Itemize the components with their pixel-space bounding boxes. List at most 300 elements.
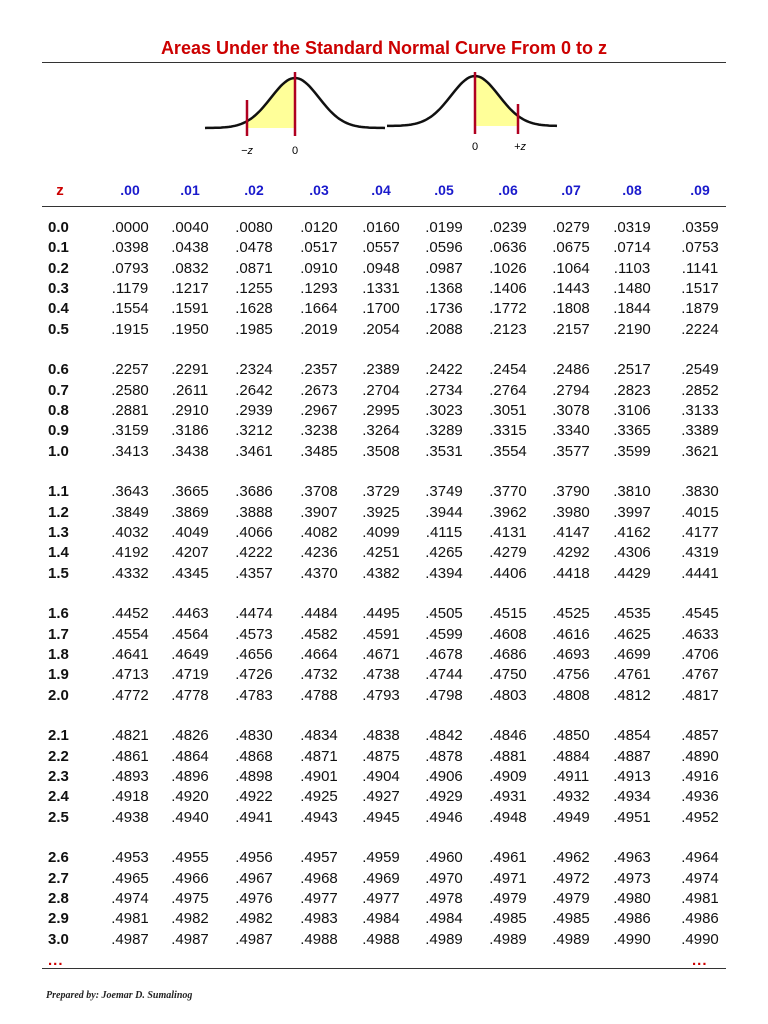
area-value: .4890 [681,747,719,765]
area-value: .4918 [111,788,149,806]
table-row [0,646,768,666]
column-header: .04 [371,182,391,198]
area-value: .4406 [489,564,527,582]
zero-right-label: 0 [471,141,479,153]
area-value: .3078 [552,401,590,419]
area-value: .3461 [235,442,273,460]
area-value: .3997 [613,503,651,521]
area-value: .4463 [171,605,209,623]
area-value: .1217 [171,279,209,297]
area-value: .1179 [111,279,149,297]
table-row [0,321,768,341]
area-value: .0080 [235,219,273,236]
table-row [0,809,768,829]
area-value: .4738 [362,666,400,684]
z-value: 2.7 [48,869,69,887]
area-value: .4931 [489,788,527,806]
area-value: .2995 [362,401,400,419]
area-value: .3186 [171,422,209,440]
area-value: .4868 [235,747,273,765]
area-value: .4955 [171,849,209,867]
area-value: .4932 [552,788,590,806]
area-value: .4564 [171,625,209,643]
area-value: .1368 [425,279,463,297]
table-row [0,402,768,422]
area-value: .4949 [552,808,590,826]
area-value: .4826 [171,727,209,745]
area-value: .1293 [300,279,338,297]
area-value: .4973 [613,869,651,887]
area-value: .4686 [489,645,527,663]
zero-left-label: 0 [291,145,299,157]
area-value: .4706 [681,645,719,663]
area-value: .4974 [111,889,149,907]
area-value: .0120 [300,219,338,236]
z-value: 2.8 [48,889,69,907]
area-value: .3365 [613,422,651,440]
z-value: 2.3 [48,767,69,785]
area-value: .4861 [111,747,149,765]
area-value: .4788 [300,686,338,704]
area-value: .4956 [235,849,273,867]
area-value: .4554 [111,625,149,643]
area-value: .4976 [235,889,273,907]
area-value: .0793 [111,259,149,277]
area-value: .3577 [552,442,590,460]
area-value: .4608 [489,625,527,643]
table-row [0,300,768,320]
area-value: .4965 [111,869,149,887]
area-value: .4911 [552,767,590,785]
area-value: .4099 [362,523,400,541]
z-value: 1.1 [48,483,69,501]
column-header: .05 [434,182,454,198]
area-value: .4934 [613,788,651,806]
area-value: .4981 [681,889,719,907]
area-value: .0517 [300,239,338,257]
area-value: .4951 [613,808,651,826]
area-value: .2157 [552,320,590,338]
area-value: .4984 [425,910,463,928]
z-value: 2.9 [48,910,69,928]
area-value: .4793 [362,686,400,704]
area-value: .4963 [613,849,651,867]
area-value: .2357 [300,361,338,379]
area-value: .2019 [300,320,338,338]
area-value: .4265 [425,544,463,562]
area-value: .3315 [489,422,527,440]
area-value: .3389 [681,422,719,440]
area-value: .4887 [613,747,651,765]
area-value: .2422 [425,361,463,379]
area-value: .4726 [235,666,273,684]
table-row [0,666,768,686]
area-value: .0636 [489,239,527,257]
table-row [0,239,768,259]
area-value: .4909 [489,767,527,785]
area-value: .0000 [111,219,149,236]
area-value: .2580 [111,381,149,399]
area-value: .4968 [300,869,338,887]
table-row [0,524,768,544]
area-value: .0199 [425,219,463,236]
area-value: .2673 [300,381,338,399]
area-value: .4936 [681,788,719,806]
area-value: .0753 [681,239,719,257]
area-value: .4959 [362,849,400,867]
area-value: .4961 [489,849,527,867]
area-value: .4783 [235,686,273,704]
table-row [0,788,768,808]
area-value: .1664 [300,300,338,318]
area-value: .3508 [362,442,400,460]
area-value: .4986 [613,910,651,928]
area-value: .4985 [552,910,590,928]
table-row [0,422,768,442]
area-value: .4744 [425,666,463,684]
area-value: .4535 [613,605,651,623]
area-value: .2764 [489,381,527,399]
z-value: 0.3 [48,279,69,297]
area-value: .4838 [362,727,400,745]
area-value: .4977 [300,889,338,907]
area-value: .4943 [300,808,338,826]
area-value: .4821 [111,727,149,745]
area-value: .4842 [425,727,463,745]
area-value: .4878 [425,747,463,765]
area-value: .4945 [362,808,400,826]
area-value: .1628 [235,300,273,318]
area-value: .1255 [235,279,273,297]
z-value: 0.8 [48,401,69,419]
area-value: .2704 [362,381,400,399]
area-value: .2454 [489,361,527,379]
area-value: .1879 [681,300,719,318]
area-value: .4429 [613,564,651,582]
area-value: .4904 [362,767,400,785]
area-value: .1517 [681,279,719,297]
area-value: .1808 [552,300,590,318]
area-value: .3729 [362,483,400,501]
area-value: .4633 [681,625,719,643]
z-value: 1.5 [48,564,69,582]
area-value: .4941 [235,808,273,826]
area-value: .0359 [681,219,719,236]
area-value: .3770 [489,483,527,501]
area-value: .4332 [111,564,149,582]
area-value: .1985 [235,320,273,338]
area-value: .4916 [681,767,719,785]
area-value: .1844 [613,300,651,318]
area-value: .0948 [362,259,400,277]
area-value: .3238 [300,422,338,440]
z-value: 2.1 [48,727,69,745]
area-value: .1950 [171,320,209,338]
area-value: .0398 [111,239,149,257]
area-value: .4854 [613,727,651,745]
area-value: .4981 [111,910,149,928]
area-value: .4986 [681,910,719,928]
area-value: .4115 [425,523,463,541]
area-value: .3686 [235,483,273,501]
left-curve-diagram [205,72,385,157]
area-value: .2517 [613,361,651,379]
normal-curve-illustrations [195,70,575,160]
area-value: .4656 [235,645,273,663]
area-value: .0319 [613,219,651,236]
area-value: .4984 [362,910,400,928]
area-value: .3665 [171,483,209,501]
area-value: .4893 [111,767,149,785]
area-value: .4616 [552,625,590,643]
credit-line: Prepared by: Joemar D. Sumalinog [46,990,193,1001]
z-value: 1.6 [48,605,69,623]
area-value: .1406 [489,279,527,297]
area-value: .4525 [552,605,590,623]
area-value: .4817 [681,686,719,704]
area-value: .4982 [171,910,209,928]
area-value: .4015 [681,503,719,521]
area-value: .4641 [111,645,149,663]
area-value: .4207 [171,544,209,562]
area-value: .4671 [362,645,400,663]
table-row [0,748,768,768]
z-value: 1.7 [48,625,69,643]
area-value: .2939 [235,401,273,419]
area-value: .0239 [489,219,527,236]
area-value: .3925 [362,503,400,521]
area-value: .4798 [425,686,463,704]
area-value: .4441 [681,564,719,582]
area-value: .4989 [552,930,590,948]
area-value: .4049 [171,523,209,541]
area-value: .1103 [613,259,651,277]
area-value: .2389 [362,361,400,379]
table-row [0,768,768,788]
area-value: .2794 [552,381,590,399]
area-value: .3810 [613,483,651,501]
area-value: .3708 [300,483,338,501]
area-value: .4222 [235,544,273,562]
area-value: .1443 [552,279,590,297]
table-row [0,260,768,280]
column-header: .02 [244,182,264,198]
z-value: 0.6 [48,361,69,379]
area-value: .4345 [171,564,209,582]
area-value: .4545 [681,605,719,623]
area-value: .1736 [425,300,463,318]
area-value: .4066 [235,523,273,541]
z-value: 1.4 [48,544,69,562]
area-value: .2642 [235,381,273,399]
area-value: .4732 [300,666,338,684]
area-value: .2257 [111,361,149,379]
area-value: .4964 [681,849,719,867]
area-value: .4484 [300,605,338,623]
column-header: .03 [309,182,329,198]
area-value: .4251 [362,544,400,562]
table-row [0,219,768,239]
area-value: .4808 [552,686,590,704]
area-value: .0478 [235,239,273,257]
right-bell-curve [387,76,557,126]
area-value: .3944 [425,503,463,521]
table-row [0,565,768,585]
z-value: 0.0 [48,219,69,236]
area-value: .3907 [300,503,338,521]
area-value: .3289 [425,422,463,440]
area-value: .0871 [235,259,273,277]
area-value: .4649 [171,645,209,663]
area-value: .4946 [425,808,463,826]
area-value: .2054 [362,320,400,338]
table-row [0,443,768,463]
area-value: .4898 [235,767,273,785]
header-divider [42,206,726,207]
area-value: .2852 [681,381,719,399]
area-value: .4357 [235,564,273,582]
area-value: .4952 [681,808,719,826]
table-row [0,687,768,707]
area-value: .1554 [111,300,149,318]
area-value: .3790 [552,483,590,501]
area-value: .1772 [489,300,527,318]
z-value: 3.0 [48,930,69,948]
area-value: .4925 [300,788,338,806]
area-value: .4901 [300,767,338,785]
area-value: .2291 [171,361,209,379]
area-value: .2190 [613,320,651,338]
area-value: .4985 [489,910,527,928]
table-row [0,504,768,524]
area-value: .4884 [552,747,590,765]
z-value: 0.7 [48,381,69,399]
area-value: .4452 [111,605,149,623]
area-value: .2324 [235,361,273,379]
area-value: .4989 [489,930,527,948]
area-value: .4988 [362,930,400,948]
area-value: .3599 [613,442,651,460]
area-value: .4979 [489,889,527,907]
z-value: 2.2 [48,747,69,765]
z-value: 0.2 [48,259,69,277]
z-value: 0.5 [48,320,69,338]
area-value: .2967 [300,401,338,419]
area-value: .4370 [300,564,338,582]
area-value: .4875 [362,747,400,765]
area-value: .4953 [111,849,149,867]
z-value: 1.0 [48,442,69,460]
area-value: .4913 [613,767,651,785]
area-value: .3438 [171,442,209,460]
table-row [0,280,768,300]
area-value: .4978 [425,889,463,907]
top-divider [42,62,726,63]
area-value: .4319 [681,544,719,562]
area-value: .4495 [362,605,400,623]
area-value: .0910 [300,259,338,277]
area-value: .4972 [552,869,590,887]
area-value: .4990 [681,930,719,948]
area-value: .4032 [111,523,149,541]
area-value: .4573 [235,625,273,643]
table-row [0,626,768,646]
table-row [0,727,768,747]
area-value: .4906 [425,767,463,785]
area-value: .2224 [681,320,719,338]
area-value: .4987 [235,930,273,948]
area-value: .4988 [300,930,338,948]
area-value: .2823 [613,381,651,399]
area-value: .4975 [171,889,209,907]
area-value: .1591 [171,300,209,318]
table-row [0,849,768,869]
area-value: .4834 [300,727,338,745]
column-header: .09 [690,182,710,198]
area-value: .1141 [681,259,719,277]
area-value: .3159 [111,422,149,440]
area-value: .4236 [300,544,338,562]
area-value: .4989 [425,930,463,948]
area-value: .4980 [613,889,651,907]
right-shaded-area [475,76,517,126]
area-value: .3531 [425,442,463,460]
area-value: .4974 [681,869,719,887]
column-header: .06 [498,182,518,198]
area-value: .3264 [362,422,400,440]
area-value: .4772 [111,686,149,704]
area-value: .4922 [235,788,273,806]
area-value: .4948 [489,808,527,826]
area-value: .4990 [613,930,651,948]
area-value: .0438 [171,239,209,257]
area-value: .3869 [171,503,209,521]
left-shaded-area [247,78,295,128]
area-value: .2611 [171,381,209,399]
z-value: 1.3 [48,523,69,541]
pos-z-label: +z [514,141,526,153]
continuation-dots-right: ... [692,952,708,969]
page-title: Areas Under the Standard Normal Curve From 0 to z [160,38,608,58]
area-value: .4830 [235,727,273,745]
column-header: .07 [561,182,581,198]
area-value: .4929 [425,788,463,806]
area-value: .4761 [613,666,651,684]
area-value: .4515 [489,605,527,623]
area-value: .0714 [613,239,651,257]
area-value: .4881 [489,747,527,765]
area-value: .3554 [489,442,527,460]
z-value: 1.8 [48,645,69,663]
area-value: .2734 [425,381,463,399]
area-value: .4970 [425,869,463,887]
area-value: .3051 [489,401,527,419]
area-value: .4846 [489,727,527,745]
area-value: .1915 [111,320,149,338]
area-value: .4957 [300,849,338,867]
z-value: 0.1 [48,239,69,257]
area-value: .3888 [235,503,273,521]
area-value: .4474 [235,605,273,623]
area-value: .3413 [111,442,149,460]
z-value: 1.9 [48,666,69,684]
area-value: .4131 [489,523,527,541]
area-value: .3023 [425,401,463,419]
area-value: .4962 [552,849,590,867]
area-value: .4699 [613,645,651,663]
continuation-dots-left: ... [48,952,64,969]
area-value: .4279 [489,544,527,562]
